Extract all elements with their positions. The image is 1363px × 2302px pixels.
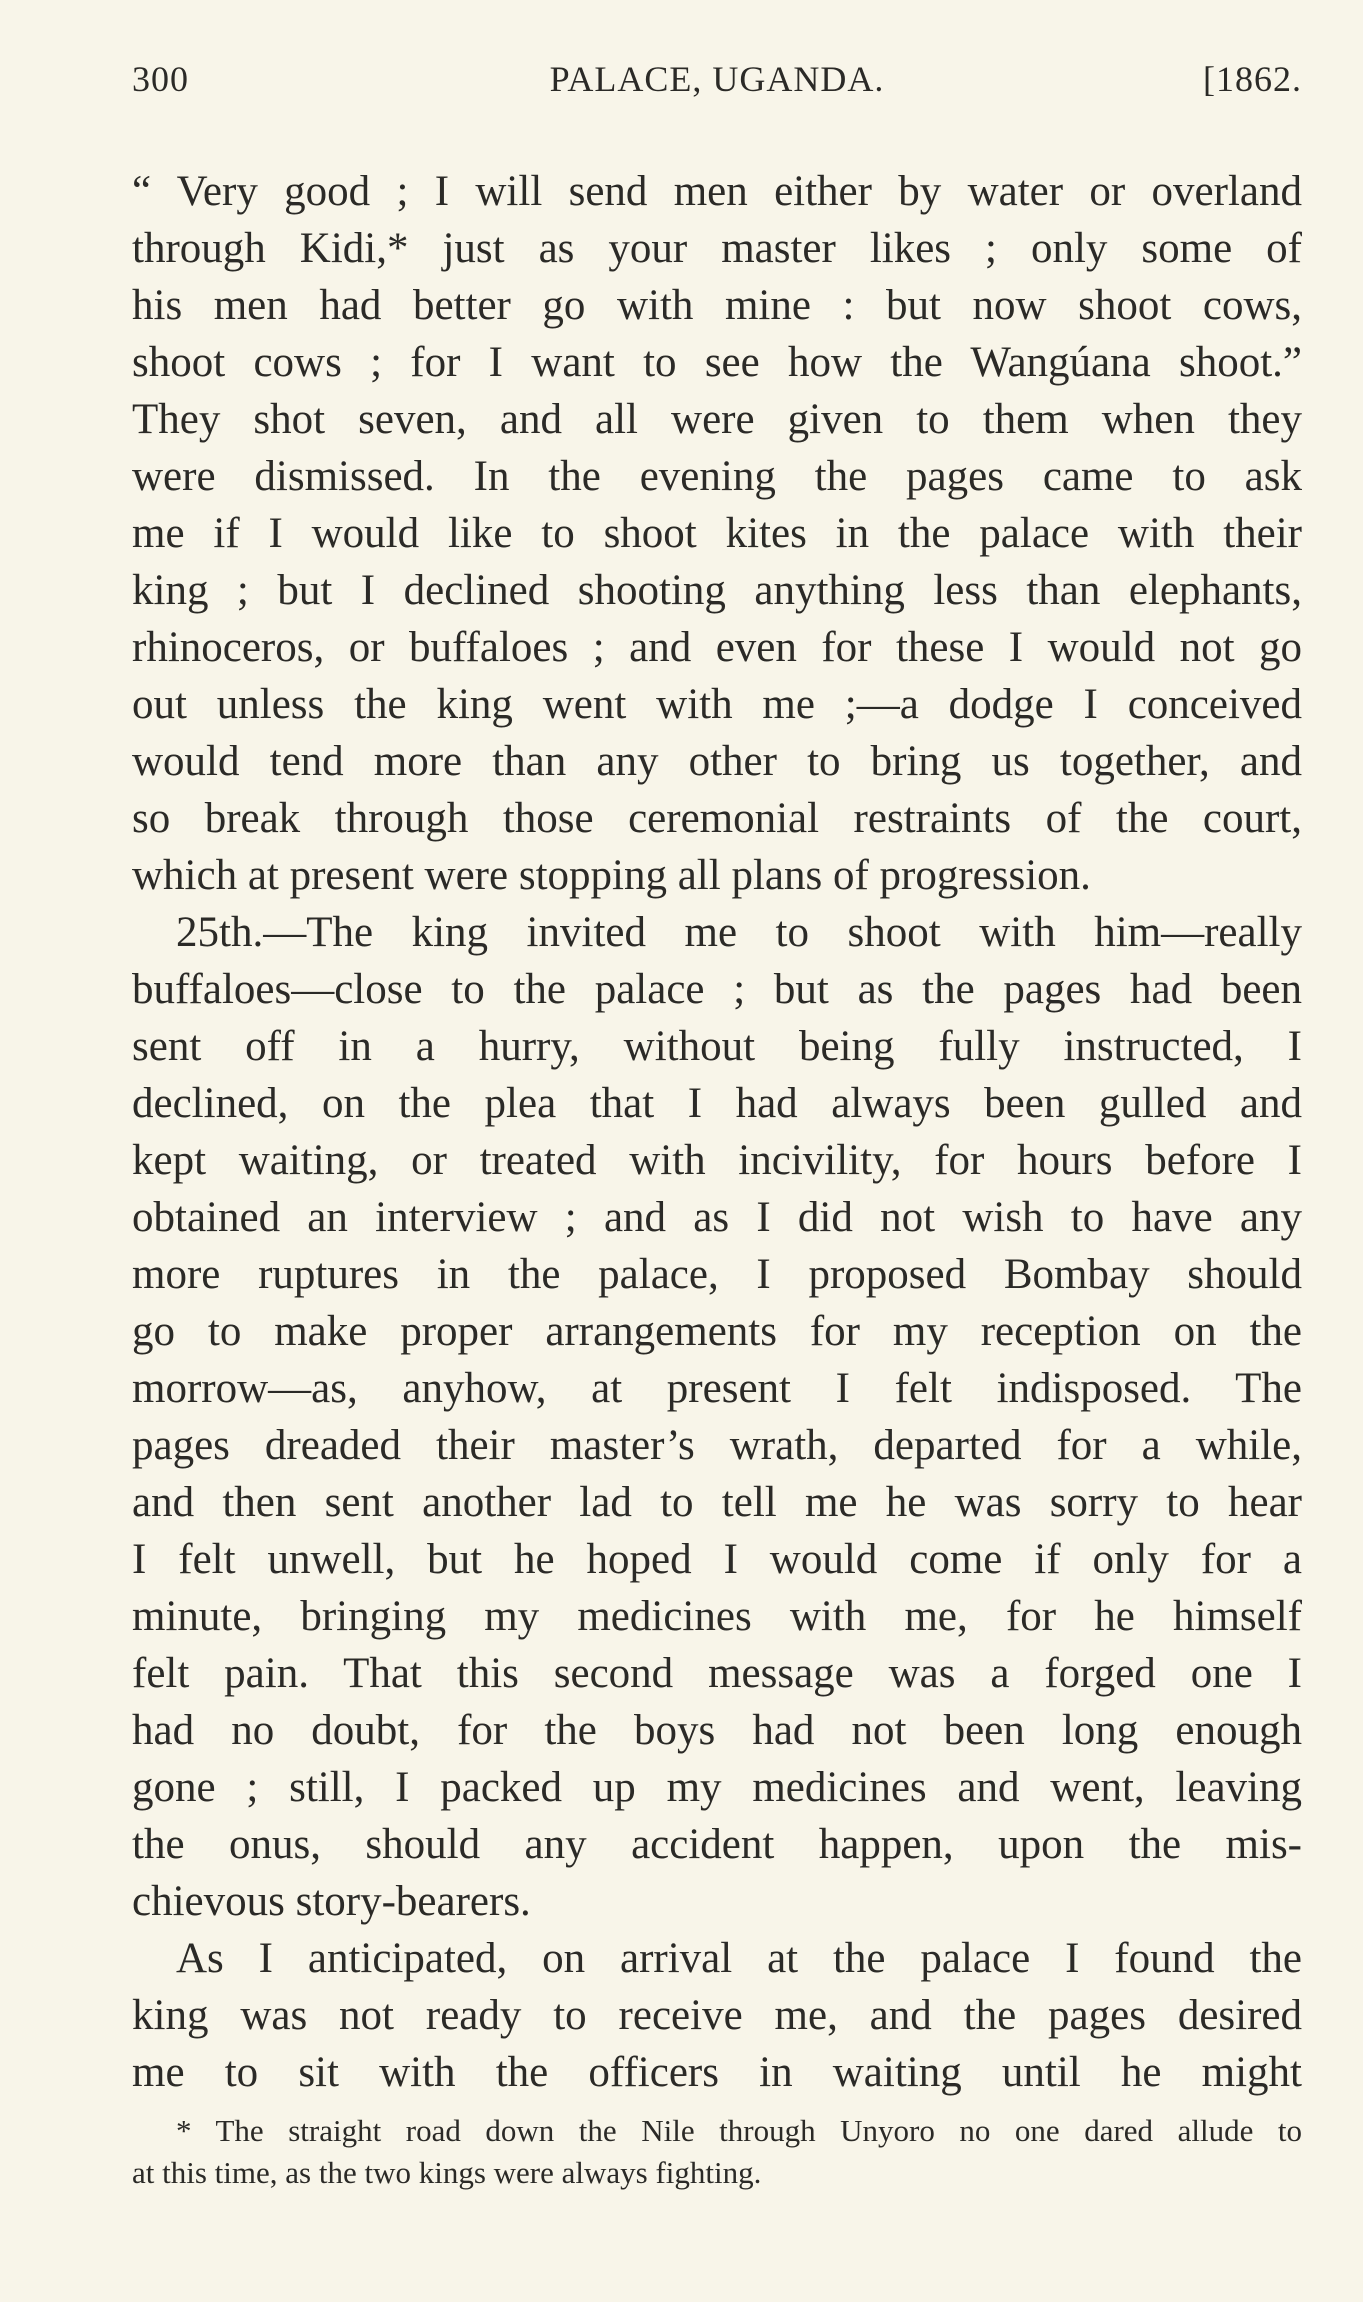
text-line: would tend more than any other to bring us together, and: [132, 738, 1302, 785]
main-text: [132, 163, 1302, 2101]
running-header: [132, 58, 1302, 118]
text-line: “ Very good ; I will send men either by water or overland: [132, 168, 1302, 215]
text-line: minute, bringing my medicines with me, for he himself: [132, 1593, 1302, 1640]
text-line: had no doubt, for the boys had not been long enough: [132, 1707, 1302, 1754]
text-line: obtained an interview ; and as I did not wish to have any: [132, 1194, 1302, 1241]
text-line: chievous story-bearers.: [132, 1878, 531, 1925]
paragraph-3: [132, 1930, 1302, 2101]
text-line: the onus, should any accident happen, upon the mis-: [132, 1821, 1302, 1868]
text-line: morrow—as, anyhow, at present I felt indisposed. The: [132, 1365, 1302, 1412]
text-line: king ; but I declined shooting anything less than elephants,: [132, 567, 1302, 614]
text-line: sent off in a hurry, without being fully instructed, I: [132, 1023, 1302, 1070]
text-line: gone ; still, I packed up my medicines and went, leaving: [132, 1764, 1302, 1811]
text-line: felt pain. That this second message was a forged one I: [132, 1650, 1302, 1697]
text-line: through Kidi,* just as your master likes ; only some of: [132, 225, 1302, 272]
text-line: shoot cows ; for I want to see how the Wangúana shoot.”: [132, 339, 1302, 386]
text-line: and then sent another lad to tell me he was sorry to hear: [132, 1479, 1302, 1526]
text-line: king was not ready to receive me, and the pages desired: [132, 1992, 1302, 2039]
text-line: kept waiting, or treated with incivility, for hours before I: [132, 1137, 1302, 1184]
text-line: rhinoceros, or buffaloes ; and even for these I would not go: [132, 624, 1302, 671]
text-line: so break through those ceremonial restraints of the court,: [132, 795, 1302, 842]
text-line: I felt unwell, but he hoped I would come if only for a: [132, 1536, 1302, 1583]
text-line: his men had better go with mine : but now shoot cows,: [132, 282, 1302, 329]
footnote: [132, 2110, 1302, 2194]
book-page: [132, 58, 1302, 2258]
text-line: They shot seven, and all were given to them when they: [132, 396, 1302, 443]
text-line: pages dreaded their master’s wrath, departed for a while,: [132, 1422, 1302, 1469]
footnote-line: * The straight road down the Nile through Unyoro no one dared allude to: [176, 2113, 1302, 2148]
paragraph-2: [132, 904, 1302, 1930]
year-marker: [1862.: [1203, 59, 1302, 99]
paragraph-1: [132, 163, 1302, 904]
text-line: me to sit with the officers in waiting until he might: [132, 2049, 1302, 2096]
text-line: more ruptures in the palace, I proposed Bombay should: [132, 1251, 1302, 1298]
text-line: were dismissed. In the evening the pages came to ask: [132, 453, 1302, 500]
text-line: go to make proper arrangements for my reception on the: [132, 1308, 1302, 1355]
text-line: out unless the king went with me ;—a dodge I conceived: [132, 681, 1302, 728]
text-line: As I anticipated, on arrival at the palace I found the: [176, 1935, 1302, 1982]
page-number: 300: [132, 59, 189, 99]
text-line: which at present were stopping all plans of progression.: [132, 852, 1091, 899]
text-line: buffaloes—close to the palace ; but as the pages had been: [132, 966, 1302, 1013]
footnote-line: at this time, as the two kings were always fighting.: [132, 2155, 762, 2190]
text-line: me if I would like to shoot kites in the palace with their: [132, 510, 1302, 557]
text-line: declined, on the plea that I had always been gulled and: [132, 1080, 1302, 1127]
text-line: 25th.—The king invited me to shoot with him—really: [176, 909, 1302, 956]
running-title: PALACE, UGANDA.: [549, 59, 885, 99]
